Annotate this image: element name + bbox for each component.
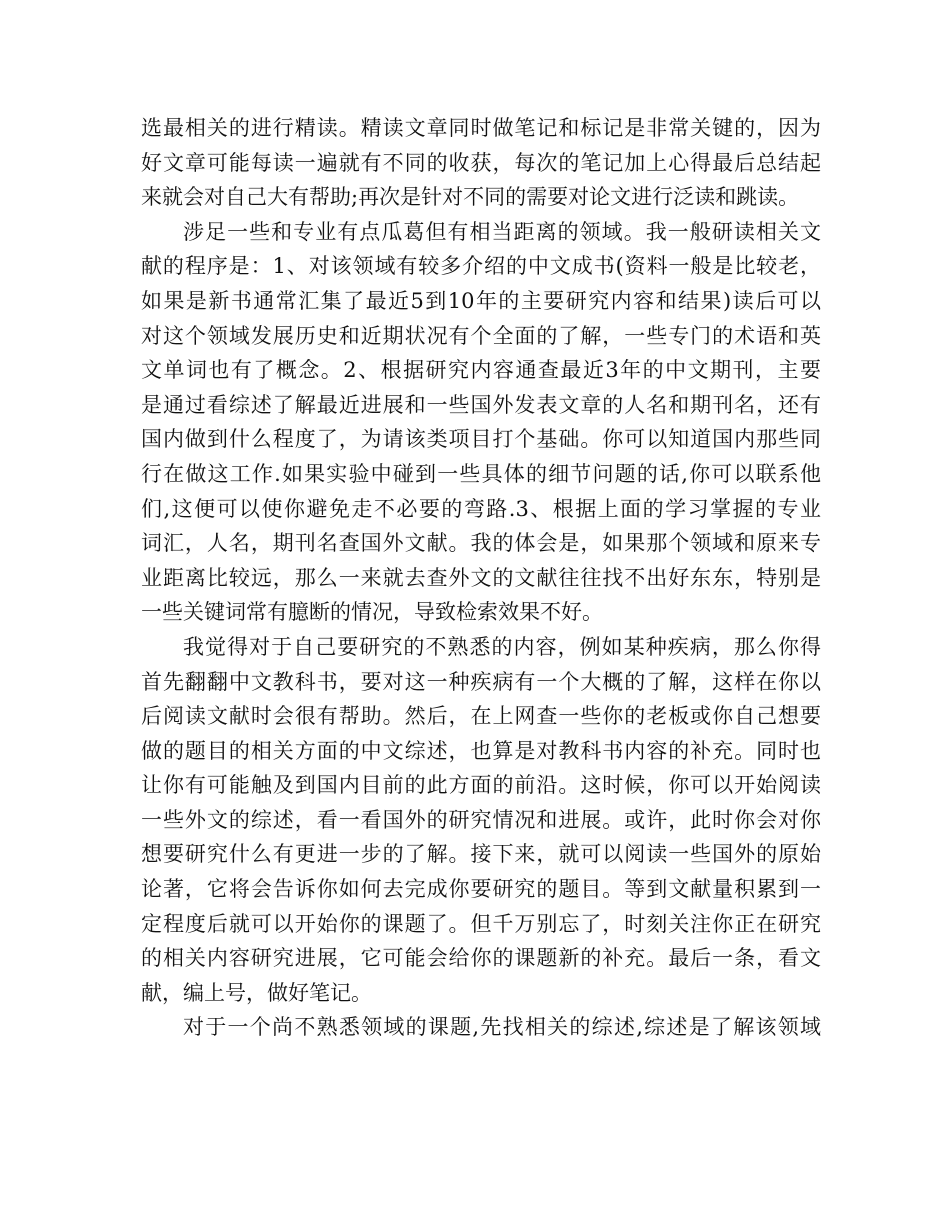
- text-line: 对这个领域发展历史和近期状况有个全面的了解，一些专门的术语和英: [141, 323, 821, 348]
- text-line: 如果是新书通常汇集了最近5到10年的主要研究内容和结果)读后可以: [141, 288, 821, 313]
- text-line: 想要研究什么有更进一步的了解。接下来，就可以阅读一些国外的原始: [141, 842, 821, 867]
- text-line: 献，编上号，做好笔记。: [141, 980, 372, 1005]
- paragraph: [141, 1010, 821, 1045]
- text-line: 选最相关的进行精读。精读文章同时做笔记和标记是非常关键的，因为: [141, 116, 821, 140]
- text-line: 定程度后就可以开始你的课题了。但千万别忘了，时刻关注你正在研究: [141, 911, 821, 936]
- text-line: 让你有可能触及到国内目前的此方面的前沿。这时候，你可以开始阅读: [141, 773, 821, 798]
- text-line: 献的程序是：1、对该领域有较多介绍的中文成书(资料一般是比较老，: [141, 254, 821, 279]
- text-line: 好文章可能每读一遍就有不同的收获，每次的笔记加上心得最后总结起: [141, 150, 821, 175]
- text-line: 后阅读文献时会很有帮助。然后，在上网查一些你的老板或你自己想要: [141, 704, 821, 729]
- text-line: 来就会对自己大有帮助;再次是针对不同的需要对论文进行泛读和跳读。: [141, 185, 800, 210]
- text-line: 是通过看综述了解最近进展和一些国外发表文章的人名和期刊名，还有: [141, 392, 821, 417]
- text-line: 论著，它将会告诉你如何去完成你要研究的题目。等到文献量积累到一: [141, 877, 821, 902]
- paragraph: [141, 111, 821, 215]
- text-line: 行在做这工作.如果实验中碰到一些具体的细节问题的话,你可以联系他: [141, 461, 821, 486]
- paragraph: [141, 215, 821, 630]
- paragraph: [141, 630, 821, 1011]
- text-line: 我觉得对于自己要研究的不熟悉的内容，例如某种疾病，那么你得: [183, 634, 821, 659]
- text-line: 国内做到什么程度了，为请该类项目打个基础。你可以知道国内那些同: [141, 427, 821, 452]
- text-line: 文单词也有了概念。2、根据研究内容通查最近3年的中文期刊，主要: [141, 358, 821, 383]
- text-line: 首先翻翻中文教科书，要对这一种疾病有一个大概的了解，这样在你以: [141, 669, 821, 694]
- text-line: 一些外文的综述，看一看国外的研究情况和进展。或许，此时你会对你: [141, 807, 821, 832]
- text-line: 一些关键词常有臆断的情况，导致检索效果不好。: [141, 600, 603, 625]
- text-line: 做的题目的相关方面的中文综述，也算是对教科书内容的补充。同时也: [141, 738, 821, 763]
- text-line: 们,这便可以使你避免走不必要的弯路.3、根据上面的学习掌握的专业: [141, 496, 821, 521]
- text-line: 对于一个尚不熟悉领域的课题,先找相关的综述,综述是了解该领域: [183, 1015, 821, 1040]
- document-body: [141, 111, 821, 1045]
- text-line: 涉足一些和专业有点瓜葛但有相当距离的领域。我一般研读相关文: [183, 219, 821, 244]
- text-line: 业距离比较远，那么一来就去查外文的文献往往找不出好东东，特别是: [141, 565, 821, 590]
- text-line: 词汇，人名，期刊名查国外文献。我的体会是，如果那个领域和原来专: [141, 531, 821, 556]
- text-line: 的相关内容研究进展，它可能会给你的课题新的补充。最后一条，看文: [141, 946, 821, 971]
